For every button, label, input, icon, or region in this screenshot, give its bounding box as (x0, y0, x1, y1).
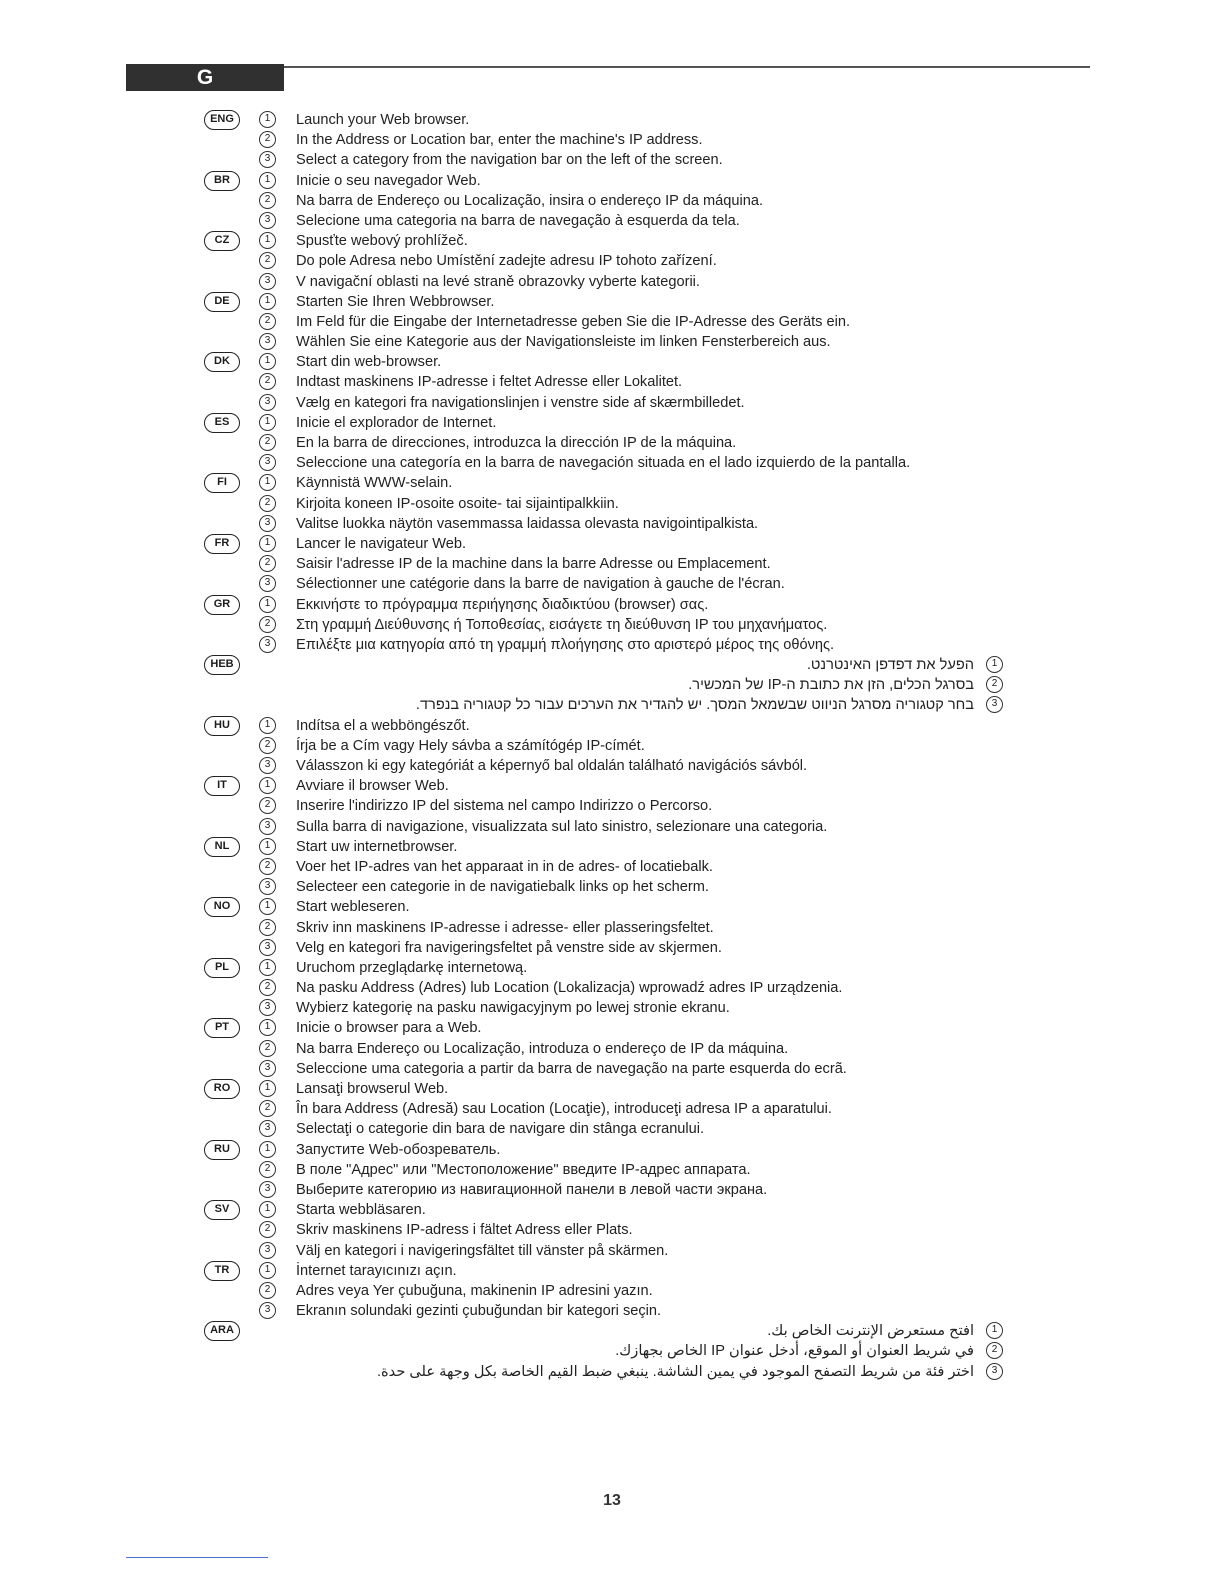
step-row (0, 130, 1224, 150)
step-number: 3 (259, 999, 276, 1016)
step-number: 3 (259, 1302, 276, 1319)
step-text: Välj en kategori i navigeringsfältet till vänster på skärmen. (296, 1242, 669, 1259)
step-number: 3 (259, 575, 276, 592)
step-number: 3 (259, 939, 276, 956)
language-block-br (0, 171, 1224, 232)
step-number: 1 (259, 1080, 276, 1097)
step-text: Valitse luokka näytön vasemmassa laidassa olevasta navigointipalkista. (296, 515, 759, 532)
step-number: 2 (259, 252, 276, 269)
step-row (0, 1200, 1224, 1220)
step-number: 2 (259, 192, 276, 209)
step-row (0, 1099, 1224, 1119)
step-number: 1 (259, 111, 276, 128)
language-code-badge: PL (204, 958, 240, 978)
step-text: Inserire l'indirizzo IP del sistema nel campo Indirizzo o Percorso. (296, 798, 713, 815)
language-block-fi (0, 473, 1224, 534)
step-row (0, 1281, 1224, 1301)
step-row (0, 1301, 1224, 1321)
step-number: 3 (259, 757, 276, 774)
step-text: Indtast maskinens IP-adresse i feltet Adresse eller Lokalitet. (296, 374, 683, 391)
step-text: Na barra Endereço ou Localização, introduza o endereço de IP da máquina. (296, 1040, 789, 1057)
step-number: 3 (259, 151, 276, 168)
step-row (0, 1241, 1224, 1261)
step-number: 2 (259, 737, 276, 754)
step-number: 1 (259, 959, 276, 976)
step-text: Wybierz kategorię na pasku nawigacyjnym po lewej stronie ekranu. (296, 1000, 730, 1017)
step-row (0, 1160, 1224, 1180)
step-row (0, 494, 1224, 514)
step-text: Ekranın solundaki gezinti çubuğundan bir kategori seçin. (296, 1303, 662, 1320)
step-row (0, 817, 1224, 837)
step-number: 3 (259, 333, 276, 350)
language-code-badge: TR (204, 1261, 240, 1281)
step-text: Sélectionner une catégorie dans la barre de navigation à gauche de l'écran. (296, 576, 785, 593)
language-block-eng (0, 110, 1224, 171)
step-row (0, 897, 1224, 917)
step-text: În bara Address (Adresă) sau Location (Locaţie), introduceţi adresa IP a aparatului. (296, 1101, 832, 1118)
language-code-badge: IT (204, 776, 240, 796)
step-text: Lansaţi browserul Web. (296, 1081, 449, 1097)
step-row (0, 433, 1224, 453)
step-number: 1 (259, 172, 276, 189)
step-text: Inicie el explorador de Internet. (296, 414, 497, 431)
language-block-gr (0, 595, 1224, 656)
step-text: Spusťte webový prohlížeč. (296, 233, 468, 250)
step-text: Επιλέξτε μια κατηγορία από τη γραμμή πλοήγησης στο αριστερό μέρος της οθόνης. (296, 636, 835, 653)
step-row (0, 716, 1224, 736)
step-row (0, 191, 1224, 211)
step-number: 3 (259, 273, 276, 290)
step-row (0, 574, 1224, 594)
step-number: 2 (259, 1040, 276, 1057)
language-code-badge: BR (204, 171, 240, 191)
step-row (0, 1220, 1224, 1240)
language-code-badge: PT (204, 1018, 240, 1038)
step-number: 2 (986, 676, 1003, 693)
step-number: 2 (259, 495, 276, 512)
step-number: 1 (986, 1322, 1003, 1339)
step-row (0, 272, 1224, 292)
step-number: 1 (259, 1201, 276, 1218)
step-number: 3 (259, 878, 276, 895)
language-block-it (0, 776, 1224, 837)
footer-rule (126, 1557, 268, 1558)
step-text: Voer het IP-adres van het apparaat in in de adres- of locatiebalk. (296, 858, 713, 875)
step-row (0, 231, 1224, 251)
step-row (0, 473, 1224, 493)
step-text: اختر فئة من شريط التصفح الموجود في يمين الشاشة. ينبغي ضبط القيم الخاصة بكل وجهة على حدة. (376, 1363, 974, 1380)
step-number: 2 (259, 555, 276, 572)
step-number: 3 (259, 454, 276, 471)
step-text: Start uw internetbrowser. (296, 838, 458, 855)
step-row (0, 332, 1224, 352)
step-row (0, 393, 1224, 413)
step-row (0, 776, 1224, 796)
step-text: In the Address or Location bar, enter the machine's IP address. (296, 132, 703, 149)
step-number: 2 (259, 1100, 276, 1117)
step-row (0, 635, 1224, 655)
step-text: Indítsa el a webböngészőt. (296, 717, 470, 734)
language-code-badge: HEB (204, 655, 240, 675)
language-block-pl (0, 958, 1224, 1019)
step-row (0, 918, 1224, 938)
step-text: Saisir l'adresse IP de la machine dans la barre Adresse ou Emplacement. (296, 556, 771, 573)
step-number: 1 (259, 353, 276, 370)
step-number: 2 (259, 1221, 276, 1238)
step-number: 2 (259, 434, 276, 451)
step-number: 2 (259, 313, 276, 330)
step-number: 1 (259, 777, 276, 794)
step-number: 1 (259, 1019, 276, 1036)
step-text: Im Feld für die Eingabe der Internetadresse geben Sie die IP-Adresse des Geräts ein. (296, 313, 851, 330)
step-text: Εκκινήστε το πρόγραμμα περιήγησης διαδικτύου (browser) σας. (296, 596, 709, 613)
step-row (0, 736, 1224, 756)
step-number: 1 (259, 838, 276, 855)
language-block-hu (0, 716, 1224, 777)
language-block-tr (0, 1261, 1224, 1322)
step-number: 3 (986, 696, 1003, 713)
step-row (0, 1261, 1224, 1281)
step-number: 3 (259, 212, 276, 229)
step-number: 1 (259, 293, 276, 310)
page-number: 13 (603, 1492, 621, 1509)
step-number: 2 (259, 858, 276, 875)
step-text: Käynnistä WWW-selain. (296, 475, 453, 492)
step-row (0, 595, 1224, 615)
step-text: Выберите категорию из навигационной панели в левой части экрана. (296, 1181, 768, 1198)
step-number: 3 (986, 1363, 1003, 1380)
step-row (0, 998, 1224, 1018)
step-number: 2 (259, 1282, 276, 1299)
step-number: 3 (259, 394, 276, 411)
step-row (0, 857, 1224, 877)
step-number: 3 (259, 515, 276, 532)
step-row (0, 675, 1224, 695)
step-row (0, 655, 1224, 675)
step-row (0, 211, 1224, 231)
section-letter: G (196, 65, 214, 89)
language-code-badge: NL (204, 837, 240, 857)
step-number: 1 (986, 656, 1003, 673)
step-text: Inicie o seu navegador Web. (296, 172, 481, 189)
language-code-badge: SV (204, 1200, 240, 1220)
step-row (0, 1140, 1224, 1160)
step-number: 2 (259, 131, 276, 148)
step-row (0, 312, 1224, 332)
language-block-ro (0, 1079, 1224, 1140)
step-text: בסרגל הכלים, הזן את כתובת ה-IP של המכשיר. (688, 677, 974, 694)
step-number: 1 (259, 1262, 276, 1279)
step-row (0, 251, 1224, 271)
step-row (0, 1039, 1224, 1059)
step-number: 2 (259, 616, 276, 633)
step-text: Start webleseren. (296, 899, 410, 916)
language-code-badge: DK (204, 352, 240, 372)
step-text: Kirjoita koneen IP-osoite osoite- tai sijaintipalkkiin. (296, 495, 619, 512)
language-block-cz (0, 231, 1224, 292)
step-number: 1 (259, 1141, 276, 1158)
step-row (0, 1362, 1224, 1382)
step-row (0, 1321, 1224, 1341)
step-row (0, 837, 1224, 857)
step-text: Sulla barra di navigazione, visualizzata sul lato sinistro, selezionare una categoria. (296, 818, 828, 835)
step-number: 3 (259, 1242, 276, 1259)
step-text: Velg en kategori fra navigeringsfeltet på venstre side av skjermen. (296, 939, 722, 956)
step-row (0, 352, 1224, 372)
step-row (0, 978, 1224, 998)
step-text: En la barra de direcciones, introduzca la dirección IP de la máquina. (296, 435, 737, 451)
language-code-badge: HU (204, 716, 240, 736)
step-row (0, 292, 1224, 312)
step-text: Skriv maskinens IP-adress i fältet Adress eller Plats. (296, 1222, 633, 1239)
language-code-badge: ENG (204, 110, 240, 130)
step-text: Lancer le navigateur Web. (296, 535, 467, 552)
step-number: 2 (259, 979, 276, 996)
step-text: Válasszon ki egy kategóriát a képernyő bal oldalán található navigációs sávból. (296, 758, 808, 774)
step-text: Vælg en kategori fra navigationslinjen i venstre side af skærmbilledet. (296, 394, 745, 411)
language-code-badge: NO (204, 897, 240, 917)
step-number: 1 (259, 717, 276, 734)
language-block-de (0, 292, 1224, 353)
step-text: Avviare il browser Web. (296, 778, 449, 795)
language-code-badge: ARA (204, 1321, 240, 1341)
language-code-badge: CZ (204, 231, 240, 251)
language-block-nl (0, 837, 1224, 898)
step-text: افتح مستعرض الإنترنت الخاص بك. (767, 1323, 974, 1340)
step-text: في شريط العنوان أو الموقع، أدخل عنوان IP الخاص بجهازك. (615, 1343, 974, 1360)
step-number: 3 (259, 1120, 276, 1137)
step-row (0, 695, 1224, 715)
language-block-ru (0, 1140, 1224, 1201)
language-block-dk (0, 352, 1224, 413)
step-text: Inicie o browser para a Web. (296, 1020, 482, 1037)
step-text: Starta webbläsaren. (296, 1202, 426, 1219)
step-number: 3 (259, 1181, 276, 1198)
step-text: Na barra de Endereço ou Localização, insira o endereço IP da máquina. (296, 192, 764, 209)
step-text: בחר קטגוריה מסרגל הניווט שבשמאל המסך. יש להגדיר את הערכים עבור כל קטגוריה בנפרד. (415, 697, 974, 714)
step-number: 1 (259, 474, 276, 491)
step-number: 3 (259, 818, 276, 835)
step-text: Seleccione una categoría en la barra de navegación situada en el lado izquierdo de la pantalla. (296, 455, 911, 472)
language-block-heb (0, 655, 1224, 716)
step-row (0, 756, 1224, 776)
step-text: Select a category from the navigation bar on the left of the screen. (296, 152, 723, 169)
step-text: Запустите Web-обозреватель. (296, 1141, 501, 1158)
step-number: 2 (259, 797, 276, 814)
step-text: Selectaţi o categorie din bara de navigare din stânga ecranului. (296, 1121, 705, 1138)
step-text: Do pole Adresa nebo Umístění zadejte adresu IP tohoto zařízení. (296, 253, 717, 270)
instructions-list (0, 110, 1224, 1382)
language-block-fr (0, 534, 1224, 595)
step-number: 1 (259, 898, 276, 915)
step-text: Launch your Web browser. (296, 112, 470, 128)
step-number: 1 (259, 596, 276, 613)
step-text: Seleccione uma categoria a partir da barra de navegação na parte esquerda do ecrã. (296, 1060, 847, 1077)
step-text: Írja be a Cím vagy Hely sávba a számítógép IP-címét. (296, 737, 645, 754)
step-text: Selecteer een categorie in de navigatiebalk links op het scherm. (296, 879, 709, 896)
step-row (0, 1180, 1224, 1200)
step-row (0, 171, 1224, 191)
step-row (0, 413, 1224, 433)
language-code-badge: FR (204, 534, 240, 554)
step-row (0, 453, 1224, 473)
step-row (0, 796, 1224, 816)
step-number: 2 (986, 1342, 1003, 1359)
language-code-badge: ES (204, 413, 240, 433)
language-block-ara (0, 1321, 1224, 1382)
language-block-sv (0, 1200, 1224, 1261)
step-text: Na pasku Address (Adres) lub Location (Lokalizacja) wprowadź adres IP urządzenia. (296, 980, 843, 997)
language-block-pt (0, 1018, 1224, 1079)
step-text: הפעל את דפדפן האינטרנט. (806, 657, 974, 674)
step-row (0, 938, 1224, 958)
step-text: İnternet tarayıcınızı açın. (296, 1262, 457, 1279)
step-number: 1 (259, 535, 276, 552)
step-row (0, 110, 1224, 130)
step-number: 3 (259, 636, 276, 653)
language-code-badge: RU (204, 1140, 240, 1160)
step-text: Skriv inn maskinens IP-adresse i adresse- eller plasseringsfeltet. (296, 919, 714, 936)
language-code-badge: GR (204, 595, 240, 615)
language-code-badge: FI (204, 473, 240, 493)
step-text: Adres veya Yer çubuğuna, makinenin IP adresini yazın. (296, 1282, 653, 1299)
step-number: 2 (259, 919, 276, 936)
step-row (0, 554, 1224, 574)
language-block-es (0, 413, 1224, 474)
step-row (0, 615, 1224, 635)
step-text: В поле "Адрес" или "Местоположение" введите IP-адрес аппарата. (296, 1161, 751, 1178)
step-row (0, 372, 1224, 392)
step-text: Στη γραμμή Διεύθυνσης ή Τοποθεσίας, εισάγετε τη διεύθυνση IP του μηχανήματος. (296, 616, 828, 633)
step-row (0, 1079, 1224, 1099)
language-code-badge: DE (204, 292, 240, 312)
step-row (0, 150, 1224, 170)
step-row (0, 1341, 1224, 1361)
step-number: 3 (259, 1060, 276, 1077)
step-text: Selecione uma categoria na barra de navegação à esquerda da tela. (296, 212, 740, 229)
step-number: 2 (259, 1161, 276, 1178)
step-row (0, 514, 1224, 534)
step-row (0, 534, 1224, 554)
step-text: Uruchom przeglądarkę internetową. (296, 959, 528, 976)
step-row (0, 1059, 1224, 1079)
step-text: Wählen Sie eine Kategorie aus der Navigationsleiste im linken Fensterbereich aus. (296, 334, 831, 351)
step-row (0, 877, 1224, 897)
step-text: Start din web-browser. (296, 354, 442, 371)
header-rule (284, 66, 1090, 68)
step-text: Starten Sie Ihren Webbrowser. (296, 293, 495, 310)
language-block-no (0, 897, 1224, 958)
step-text: V navigační oblasti na levé straně obrazovky vyberte kategorii. (296, 273, 700, 290)
step-row (0, 1018, 1224, 1038)
step-number: 1 (259, 414, 276, 431)
language-code-badge: RO (204, 1079, 240, 1099)
step-row (0, 958, 1224, 978)
section-tab (126, 64, 284, 91)
step-row (0, 1119, 1224, 1139)
step-number: 1 (259, 232, 276, 249)
step-number: 2 (259, 373, 276, 390)
